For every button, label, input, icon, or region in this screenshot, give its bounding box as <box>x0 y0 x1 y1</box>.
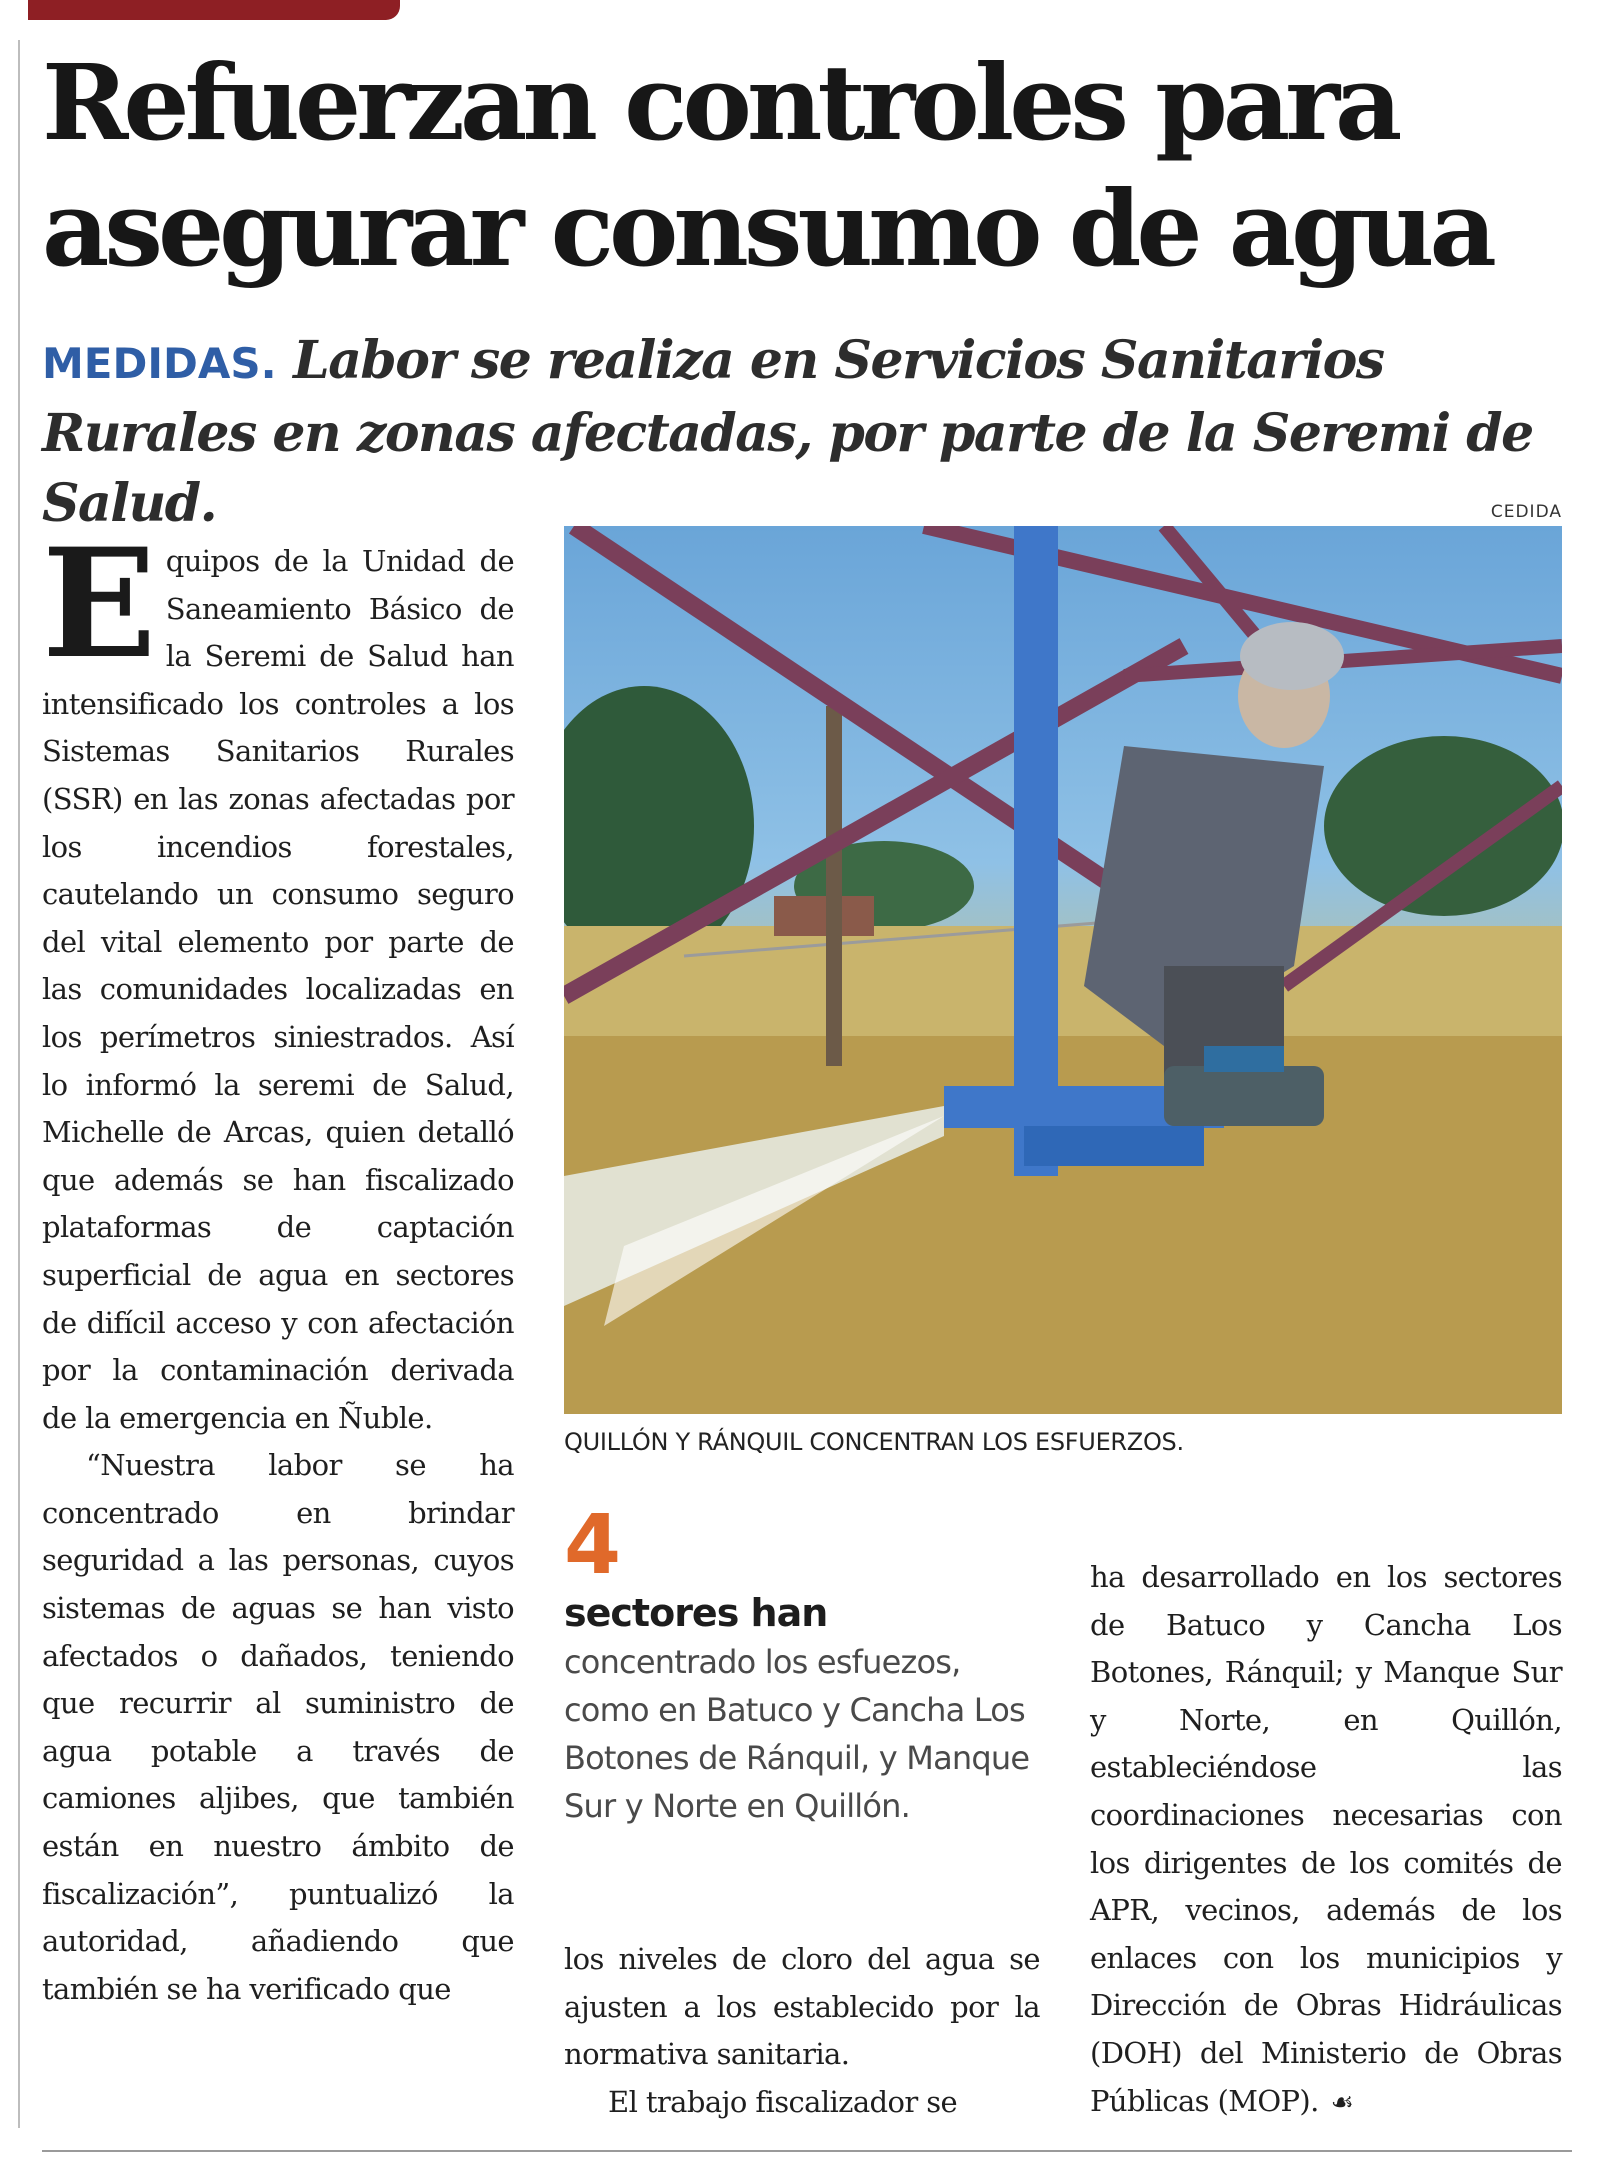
photo-caption: QUILLÓN Y RÁNQUIL CONCENTRAN LOS ESFUERZOS. <box>564 1428 1184 1456</box>
article-photo <box>564 526 1562 1414</box>
column-3 <box>1090 1554 1562 2127</box>
paragraph-5-text: ha desarrollado en los sectores de Batuco y Cancha Los Botones, Ránquil; y Manque Sur y Norte, en Quillón, estableciéndose las coordinaciones necesarias con los dirigentes de los comités de APR, vecinos, además de los enlaces con los municipios y Dirección de Obras Hidráulicas (DOH) del Ministerio de Obras Públicas (MOP). <box>1090 1560 1562 2118</box>
headline: Refuerzan controles para asegurar consumo de agua <box>42 41 1492 290</box>
stat-number: 4 <box>564 1498 622 1593</box>
deck-kicker: MEDIDAS. <box>42 339 277 388</box>
section-tab <box>28 0 400 20</box>
drop-cap: E <box>42 516 156 692</box>
paragraph-5 <box>1090 1554 1562 2127</box>
paragraph-4: El trabajo fiscalizador se <box>608 2084 958 2119</box>
paragraph-3: los niveles de cloro del agua se ajusten a los establecido por la normativa sanitaria. <box>564 1942 1040 2072</box>
paragraph-1-text: quipos de la Unidad de Saneamiento Básico de la Seremi de Salud han intensificado los controles a los Sistemas Sanitarios Rurales (SSR) en las zonas afectadas por los incendios forestales, cautelando un consumo seguro del vital elemento por parte de las comunidades localizadas en los perímetros siniestrados. Así lo informó la seremi de Salud, Michelle de Arcas, quien detalló que además se han fiscalizado plataformas de captación superficial de agua en sectores de difícil acceso y con afectación por la contaminación derivada de la emergencia en Ñuble. <box>42 544 514 1435</box>
photo-credit: CEDIDA <box>1490 502 1562 522</box>
column-1 <box>42 516 514 2013</box>
deck-text: Labor se realiza en Servicios Sanitarios Rurales en zonas afectadas, por parte de la Seremi de Salud. <box>42 330 1533 534</box>
bottom-divider <box>42 2150 1572 2152</box>
stat-text: concentrado los esfuezos, como en Batuco y Cancha Los Botones de Ránquil, y Manque Sur y Norte en Quillón. <box>564 1643 1030 1825</box>
paragraph-2: “Nuestra labor se ha concentrado en brindar seguridad a las personas, cuyos sistemas de aguas se han visto afectados o dañados, teniendo que recurrir al suministro de agua potable a través de camiones aljibes, que también están en nuestro ámbito de fiscalización”, puntualizó la autoridad, añadiendo que también se ha verificado que <box>42 1448 514 2006</box>
paragraph-1 <box>42 516 514 1442</box>
left-divider <box>18 40 20 2128</box>
end-mark-icon: ☙ <box>1330 2087 1354 2118</box>
deck <box>42 326 1562 539</box>
column-2 <box>564 1936 1040 2126</box>
stat-callout <box>564 1498 1034 1830</box>
stat-label: sectores han <box>564 1591 828 1635</box>
